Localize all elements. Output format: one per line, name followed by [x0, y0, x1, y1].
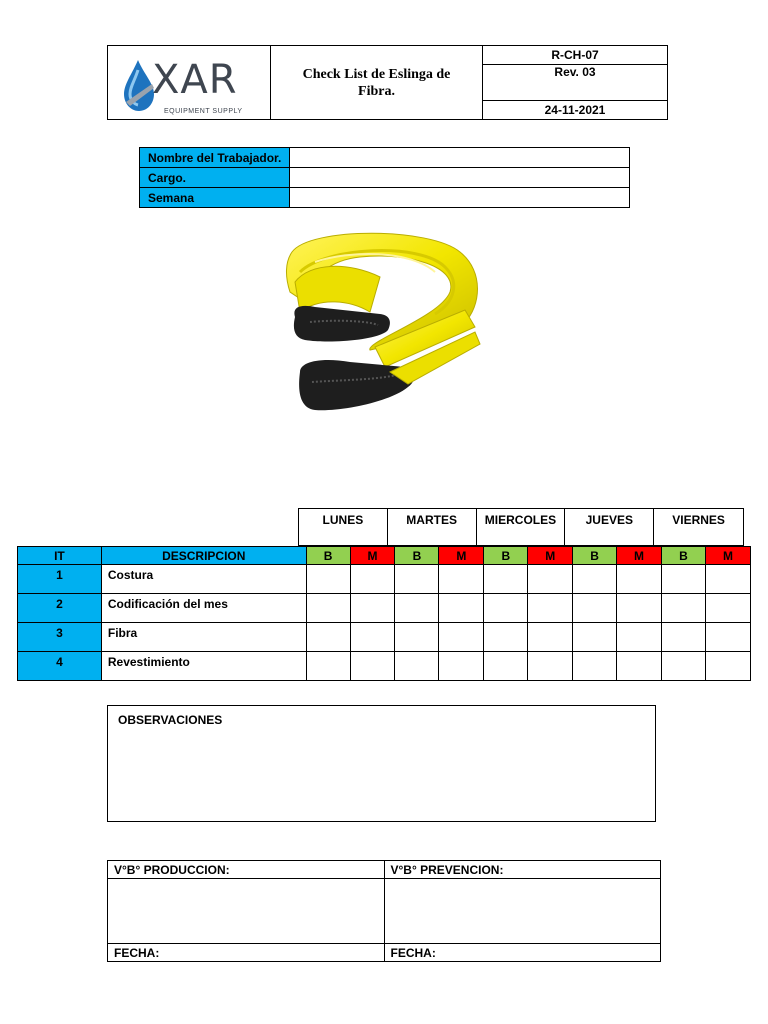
- production-date-label: FECHA:: [108, 944, 385, 962]
- item-description: Costura: [101, 565, 306, 594]
- column-good: B: [306, 547, 350, 565]
- day-friday: VIERNES: [654, 509, 744, 546]
- check-cell[interactable]: [573, 594, 617, 623]
- worker-info-table: [139, 147, 630, 208]
- check-cell[interactable]: [350, 652, 395, 681]
- table-row: [18, 623, 751, 652]
- check-cell[interactable]: [705, 565, 750, 594]
- column-description: DESCRIPCION: [101, 547, 306, 565]
- check-cell[interactable]: [306, 594, 350, 623]
- observations-box[interactable]: [107, 705, 656, 822]
- column-it: IT: [18, 547, 102, 565]
- table-row: [18, 652, 751, 681]
- column-good: B: [662, 547, 706, 565]
- column-bad: M: [350, 547, 395, 565]
- worker-position-label: Cargo.: [140, 168, 290, 188]
- logo-wordmark: XAR: [152, 57, 238, 103]
- column-good: B: [484, 547, 528, 565]
- check-cell[interactable]: [528, 565, 573, 594]
- day-wednesday: MIERCOLES: [476, 509, 565, 546]
- item-description: Codificación del mes: [101, 594, 306, 623]
- check-cell[interactable]: [617, 623, 662, 652]
- check-cell[interactable]: [705, 594, 750, 623]
- check-cell[interactable]: [306, 652, 350, 681]
- item-number: 2: [18, 594, 102, 623]
- check-cell[interactable]: [662, 565, 706, 594]
- check-cell[interactable]: [395, 652, 439, 681]
- check-cell[interactable]: [662, 594, 706, 623]
- prevention-date-label: FECHA:: [384, 944, 661, 962]
- check-cell[interactable]: [617, 565, 662, 594]
- check-cell[interactable]: [395, 623, 439, 652]
- check-cell[interactable]: [306, 565, 350, 594]
- day-monday: LUNES: [299, 509, 388, 546]
- day-thursday: JUEVES: [565, 509, 654, 546]
- worker-name-label: Nombre del Trabajador.: [140, 148, 290, 168]
- check-cell[interactable]: [573, 652, 617, 681]
- check-cell[interactable]: [395, 565, 439, 594]
- check-cell[interactable]: [528, 652, 573, 681]
- weekday-header: [298, 508, 744, 546]
- check-cell[interactable]: [484, 565, 528, 594]
- check-cell[interactable]: [617, 594, 662, 623]
- table-row: [18, 565, 751, 594]
- item-number: 1: [18, 565, 102, 594]
- check-cell[interactable]: [662, 623, 706, 652]
- column-bad: M: [439, 547, 484, 565]
- column-bad: M: [617, 547, 662, 565]
- check-cell[interactable]: [306, 623, 350, 652]
- check-cell[interactable]: [528, 623, 573, 652]
- item-description: Revestimiento: [101, 652, 306, 681]
- table-row: [18, 594, 751, 623]
- prevention-signature-field[interactable]: [384, 879, 661, 944]
- signature-table: [107, 860, 661, 962]
- week-field[interactable]: [290, 188, 630, 208]
- production-signature-field[interactable]: [108, 879, 385, 944]
- check-cell[interactable]: [573, 623, 617, 652]
- check-cell[interactable]: [662, 652, 706, 681]
- item-number: 4: [18, 652, 102, 681]
- column-bad: M: [528, 547, 573, 565]
- observations-label: OBSERVACIONES: [118, 713, 223, 727]
- checklist-table: [17, 546, 751, 681]
- document-header: [107, 45, 668, 120]
- check-cell[interactable]: [439, 594, 484, 623]
- item-number: 3: [18, 623, 102, 652]
- check-cell[interactable]: [350, 565, 395, 594]
- document-title: Check List de Eslinga de Fibra.: [271, 46, 483, 120]
- logo-tagline: EQUIPMENT SUPPLY: [164, 108, 243, 115]
- check-cell[interactable]: [617, 652, 662, 681]
- check-cell[interactable]: [705, 652, 750, 681]
- check-cell[interactable]: [439, 623, 484, 652]
- check-cell[interactable]: [484, 623, 528, 652]
- document-revision: Rev. 03: [483, 65, 668, 101]
- check-cell[interactable]: [528, 594, 573, 623]
- item-description: Fibra: [101, 623, 306, 652]
- column-bad: M: [705, 547, 750, 565]
- column-good: B: [395, 547, 439, 565]
- check-cell[interactable]: [350, 623, 395, 652]
- production-approval-label: V°B° PRODUCCION:: [108, 861, 385, 879]
- worker-name-field[interactable]: [290, 148, 630, 168]
- check-cell[interactable]: [350, 594, 395, 623]
- check-cell[interactable]: [439, 652, 484, 681]
- check-cell[interactable]: [439, 565, 484, 594]
- check-cell[interactable]: [484, 652, 528, 681]
- check-cell[interactable]: [484, 594, 528, 623]
- worker-position-field[interactable]: [290, 168, 630, 188]
- check-cell[interactable]: [395, 594, 439, 623]
- day-tuesday: MARTES: [387, 509, 476, 546]
- document-date: 24-11-2021: [483, 101, 668, 120]
- check-cell[interactable]: [705, 623, 750, 652]
- week-label: Semana: [140, 188, 290, 208]
- fiber-sling-image: [270, 222, 495, 432]
- check-cell[interactable]: [573, 565, 617, 594]
- document-code: R-CH-07: [483, 46, 668, 65]
- logo-cell: [108, 46, 271, 120]
- prevention-approval-label: V°B° PREVENCION:: [384, 861, 661, 879]
- column-good: B: [573, 547, 617, 565]
